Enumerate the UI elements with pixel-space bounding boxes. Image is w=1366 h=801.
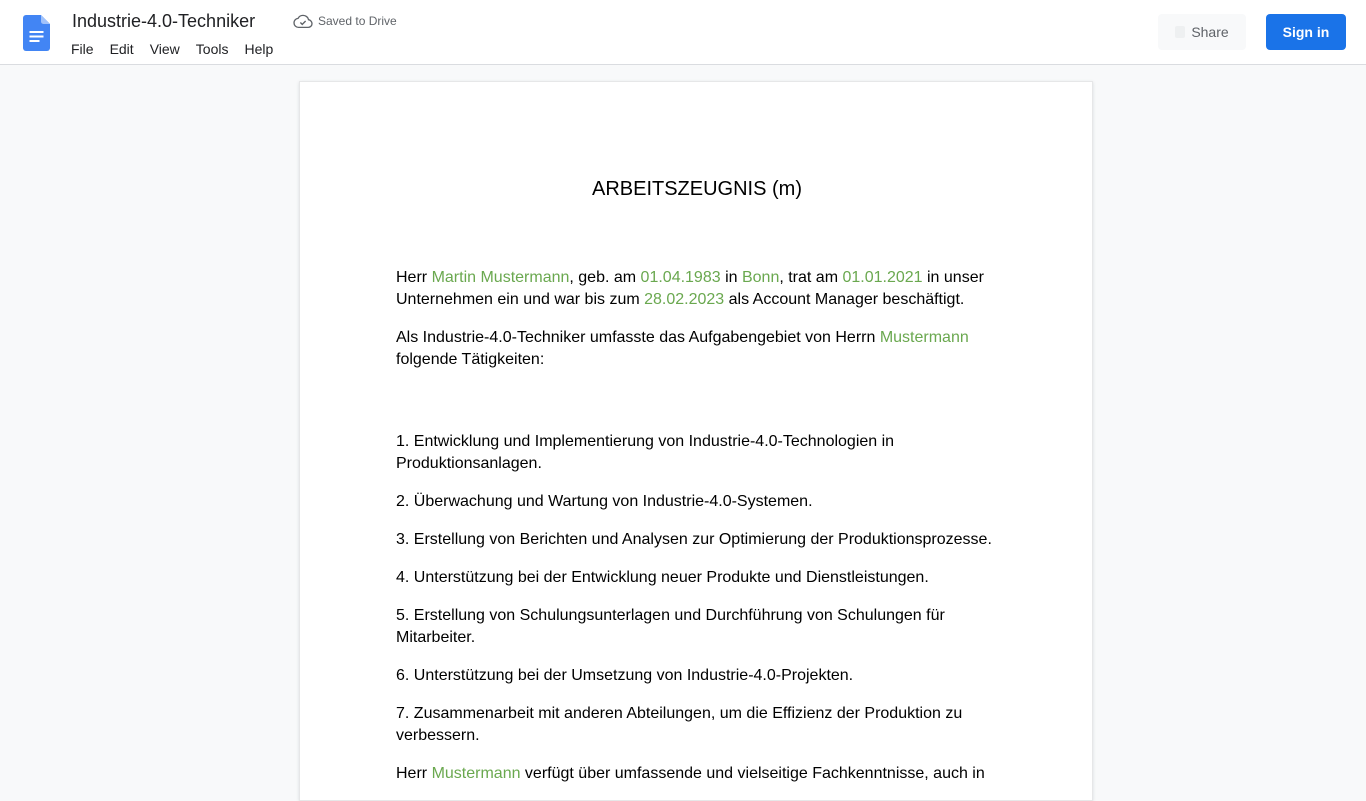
save-status[interactable]	[294, 14, 397, 28]
task-item: 4. Unterstützung bei der Entwicklung neuer Produkte und Dienstleistungen.	[396, 569, 929, 586]
task-item: 1. Entwicklung und Implementierung von Industrie-4.0-Technologien in Produktionsanlagen.	[396, 433, 895, 472]
save-status-label: Saved to Drive	[318, 14, 397, 28]
document-body	[396, 267, 996, 801]
document-page[interactable]	[299, 81, 1093, 801]
share-label: Share	[1191, 24, 1229, 40]
share-button[interactable]	[1158, 14, 1246, 50]
task-item: 2. Überwachung und Wartung von Industrie-4.0-Systemen.	[396, 493, 813, 510]
sign-in-button[interactable]: Sign in	[1266, 14, 1346, 50]
menu-help[interactable]: Help	[244, 41, 274, 57]
app-header	[0, 0, 1366, 65]
task-item: 7. Zusammenarbeit mit anderen Abteilungen, um die Effizienz der Produktion zu verbessern.	[396, 705, 963, 744]
menu-tools[interactable]: Tools	[195, 41, 229, 57]
document-title[interactable]: Industrie-4.0-Techniker	[72, 11, 256, 31]
birth-city: Bonn	[741, 269, 780, 286]
cloud-saved-icon	[294, 14, 312, 28]
task-item: 6. Unterstützung bei der Umsetzung von Industrie-4.0-Projekten.	[396, 667, 854, 684]
intro-paragraph: Herr Martin Mustermann, geb. am 01.04.1983 in Bonn, trat am 01.01.2021 in unser Unternehmen ein und war bis zum 28.02.2023 als Account Manager beschäftigt.	[396, 269, 984, 308]
end-date: 28.02.2023	[644, 291, 725, 308]
menu-file[interactable]: File	[71, 41, 94, 57]
task-item: 5. Erstellung von Schulungsunterlagen und Durchführung von Schulungen für Mitarbeiter.	[396, 607, 945, 646]
employee-surname: Mustermann	[879, 329, 969, 346]
role-paragraph: Als Industrie-4.0-Techniker umfasste das Aufgabengebiet von Herrn Mustermann folgende Tätigkeiten:	[396, 329, 969, 368]
menu-view[interactable]: View	[149, 41, 180, 57]
closing-paragraph: Herr Mustermann verfügt über umfassende und vielseitige Fachkenntnisse, auch in	[396, 765, 985, 782]
employee-surname: Mustermann	[431, 765, 521, 782]
start-date: 01.01.2021	[842, 269, 923, 286]
task-item: 3. Erstellung von Berichten und Analysen zur Optimierung der Produktionsprozesse.	[396, 531, 992, 548]
menu-edit[interactable]: Edit	[109, 41, 134, 57]
menu-bar	[63, 38, 281, 60]
lock-icon	[1175, 26, 1185, 38]
birth-date: 01.04.1983	[640, 269, 721, 286]
document-heading: ARBEITSZEUGNIS (m)	[591, 178, 802, 200]
docs-logo-icon[interactable]	[23, 15, 50, 51]
employee-name: Martin Mustermann	[431, 269, 570, 286]
